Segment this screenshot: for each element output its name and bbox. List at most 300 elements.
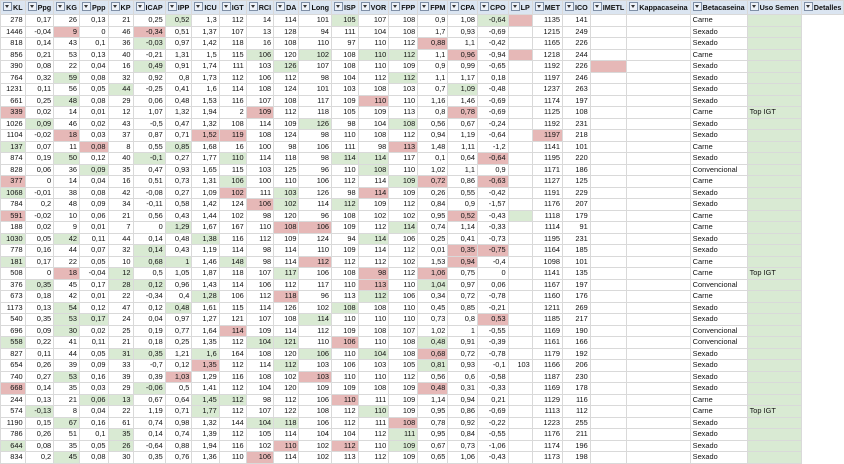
cell-isp[interactable]: 112: [332, 417, 359, 429]
cell-lp[interactable]: [508, 394, 532, 406]
cell-ppg[interactable]: 0,19: [25, 153, 54, 165]
cell-icu[interactable]: 1,09: [192, 187, 219, 199]
cell-ipp[interactable]: 0,74: [165, 429, 192, 441]
column-header-igt[interactable]: [219, 1, 246, 15]
cell-rci[interactable]: 104: [246, 417, 273, 429]
cell-imetl[interactable]: [590, 325, 627, 337]
cell-isp[interactable]: 112: [332, 176, 359, 188]
cell-uso-semen[interactable]: [747, 256, 801, 268]
cell-kl[interactable]: 558: [1, 337, 26, 349]
cell-icu[interactable]: 1,61: [192, 302, 219, 314]
cell-ppp[interactable]: -0,04: [79, 268, 108, 280]
cell-kappacaseina[interactable]: [627, 279, 690, 291]
cell-kappacaseina[interactable]: [627, 118, 690, 130]
cell-kg[interactable]: 11: [54, 141, 80, 153]
cell-kg[interactable]: 8: [54, 406, 80, 418]
cell-lp[interactable]: [508, 371, 532, 383]
cell-betacaseina[interactable]: Sexado: [690, 302, 747, 314]
cell-fpp[interactable]: 117: [389, 153, 418, 165]
cell-cpa[interactable]: 0,86: [448, 406, 478, 418]
cell-cpo[interactable]: 0,18: [478, 72, 509, 84]
cell-rci[interactable]: 98: [246, 210, 273, 222]
cell-isp[interactable]: 110: [332, 348, 359, 360]
cell-ppg[interactable]: 0,15: [25, 417, 54, 429]
cell-cpo[interactable]: -0,22: [478, 417, 509, 429]
cell-betacaseina[interactable]: Carne: [690, 222, 747, 234]
cell-ipp[interactable]: 0,4: [165, 291, 192, 303]
cell-ppg[interactable]: 0,25: [25, 95, 54, 107]
cell-ipp[interactable]: 0,85: [165, 141, 192, 153]
cell-imetl[interactable]: [590, 406, 627, 418]
cell-ppp[interactable]: 0,04: [79, 406, 108, 418]
cell-fpm[interactable]: 0,95: [418, 429, 448, 441]
cell-betacaseina[interactable]: Carne: [690, 210, 747, 222]
cell-ico[interactable]: 116: [562, 394, 590, 406]
cell-icap[interactable]: -0,03: [133, 38, 165, 50]
cell-igt[interactable]: 116: [219, 233, 246, 245]
cell-ico[interactable]: 198: [562, 452, 590, 464]
cell-igt[interactable]: 121: [219, 314, 246, 326]
cell-vor[interactable]: 110: [358, 337, 389, 349]
cell-uso-semen[interactable]: [747, 49, 801, 61]
cell-vor[interactable]: 112: [358, 429, 389, 441]
cell-fpm[interactable]: 0,72: [418, 176, 448, 188]
cell-icap[interactable]: 0,55: [133, 141, 165, 153]
cell-icap[interactable]: 0,04: [133, 314, 165, 326]
cell-igt[interactable]: 115: [219, 164, 246, 176]
cell-ico[interactable]: 244: [562, 49, 590, 61]
cell-fpp[interactable]: 112: [389, 49, 418, 61]
column-header-fpp[interactable]: [389, 1, 418, 15]
cell-uso-semen[interactable]: [747, 61, 801, 73]
cell-icap[interactable]: 0,25: [133, 15, 165, 27]
cell-fpp[interactable]: 106: [389, 291, 418, 303]
cell-imetl[interactable]: [590, 360, 627, 372]
cell-cpa[interactable]: 0,6: [448, 371, 478, 383]
cell-ppg[interactable]: 0,17: [25, 256, 54, 268]
cell-imetl[interactable]: [590, 302, 627, 314]
cell-kl[interactable]: 654: [1, 360, 26, 372]
cell-kl[interactable]: 818: [1, 38, 26, 50]
cell-kappacaseina[interactable]: [627, 314, 690, 326]
cell-ppg[interactable]: 0,14: [25, 38, 54, 50]
cell-long[interactable]: 96: [299, 164, 332, 176]
cell-rci[interactable]: 103: [246, 61, 273, 73]
cell-kappacaseina[interactable]: [627, 394, 690, 406]
cell-isp[interactable]: 108: [332, 49, 359, 61]
cell-fpp[interactable]: 108: [389, 417, 418, 429]
cell-vor[interactable]: 108: [358, 130, 389, 142]
cell-ppg[interactable]: -0,01: [25, 187, 54, 199]
cell-fpp[interactable]: 110: [389, 164, 418, 176]
cell-met[interactable]: 1187: [532, 371, 562, 383]
cell-ppp[interactable]: 0,05: [79, 348, 108, 360]
cell-met[interactable]: 1160: [532, 291, 562, 303]
cell-fpm[interactable]: 0,7: [418, 84, 448, 96]
cell-met[interactable]: 1197: [532, 130, 562, 142]
cell-ico[interactable]: 231: [562, 118, 590, 130]
cell-rci[interactable]: 112: [246, 291, 273, 303]
cell-ppp[interactable]: 0,08: [79, 95, 108, 107]
cell-uso-semen[interactable]: [747, 15, 801, 27]
cell-cpo[interactable]: -0,55: [478, 429, 509, 441]
cell-long[interactable]: 96: [299, 291, 332, 303]
cell-kp[interactable]: 22: [108, 291, 133, 303]
cell-icu[interactable]: 1,42: [192, 199, 219, 211]
cell-uso-semen[interactable]: [747, 141, 801, 153]
cell-isp[interactable]: 109: [332, 222, 359, 234]
cell-kp[interactable]: 25: [108, 325, 133, 337]
cell-betacaseina[interactable]: Sexado: [690, 84, 747, 96]
cell-vor[interactable]: 104: [358, 348, 389, 360]
cell-vor[interactable]: 108: [358, 84, 389, 96]
cell-kl[interactable]: 1104: [1, 130, 26, 142]
cell-kappacaseina[interactable]: [627, 429, 690, 441]
cell-long[interactable]: 102: [299, 452, 332, 464]
cell-cpo[interactable]: -0,43: [478, 210, 509, 222]
cell-imetl[interactable]: [590, 222, 627, 234]
cell-kg[interactable]: 42: [54, 291, 80, 303]
filter-dropdown-icon[interactable]: [391, 2, 400, 11]
cell-icu[interactable]: 1,73: [192, 72, 219, 84]
cell-fpm[interactable]: 1,48: [418, 141, 448, 153]
cell-icu[interactable]: 1,77: [192, 153, 219, 165]
cell-ppg[interactable]: 0,08: [25, 61, 54, 73]
cell-igt[interactable]: 119: [219, 130, 246, 142]
cell-lp[interactable]: [508, 130, 532, 142]
cell-kappacaseina[interactable]: [627, 141, 690, 153]
cell-fpp[interactable]: 108: [389, 26, 418, 38]
cell-lp[interactable]: [508, 233, 532, 245]
cell-fpp[interactable]: 108: [389, 337, 418, 349]
cell-icap[interactable]: 1,19: [133, 406, 165, 418]
column-header-detalles[interactable]: [801, 1, 844, 15]
cell-igt[interactable]: 116: [219, 371, 246, 383]
cell-rci[interactable]: 106: [246, 279, 273, 291]
cell-isp[interactable]: 106: [332, 337, 359, 349]
filter-dropdown-icon[interactable]: [136, 2, 145, 11]
cell-long[interactable]: 118: [299, 107, 332, 119]
cell-icap[interactable]: 0,35: [133, 348, 165, 360]
cell-isp[interactable]: 113: [332, 452, 359, 464]
filter-dropdown-icon[interactable]: [249, 2, 258, 11]
cell-vor[interactable]: 107: [358, 15, 389, 27]
cell-kl[interactable]: 784: [1, 199, 26, 211]
cell-kappacaseina[interactable]: [627, 440, 690, 452]
cell-long[interactable]: 106: [299, 268, 332, 280]
cell-met[interactable]: 1169: [532, 325, 562, 337]
cell-da[interactable]: 124: [274, 130, 299, 142]
cell-rci[interactable]: 14: [246, 15, 273, 27]
cell-icu[interactable]: 1,6: [192, 348, 219, 360]
cell-icap[interactable]: -0,1: [133, 153, 165, 165]
cell-lp[interactable]: [508, 26, 532, 38]
cell-isp[interactable]: 110: [332, 164, 359, 176]
cell-ipp[interactable]: 0,48: [165, 95, 192, 107]
cell-met[interactable]: 1114: [532, 222, 562, 234]
cell-cpa[interactable]: 0,75: [448, 268, 478, 280]
cell-cpa[interactable]: 1,08: [448, 15, 478, 27]
cell-ppg[interactable]: -0,02: [25, 210, 54, 222]
cell-kg[interactable]: 36: [54, 164, 80, 176]
cell-isp[interactable]: 110: [332, 279, 359, 291]
cell-da[interactable]: 120: [274, 348, 299, 360]
cell-betacaseina[interactable]: Sexado: [690, 383, 747, 395]
cell-ico[interactable]: 125: [562, 176, 590, 188]
cell-icu[interactable]: 1,3: [192, 15, 219, 27]
cell-cpa[interactable]: 0,85: [448, 302, 478, 314]
filter-dropdown-icon[interactable]: [334, 2, 343, 11]
cell-kl[interactable]: 339: [1, 107, 26, 119]
cell-icu[interactable]: 1,77: [192, 406, 219, 418]
cell-met[interactable]: 1215: [532, 26, 562, 38]
cell-vor[interactable]: 104: [358, 26, 389, 38]
cell-kappacaseina[interactable]: [627, 337, 690, 349]
cell-vor[interactable]: 110: [358, 61, 389, 73]
cell-uso-semen[interactable]: Top IGT: [747, 107, 801, 119]
cell-uso-semen[interactable]: [747, 325, 801, 337]
cell-cpa[interactable]: 0,91: [448, 337, 478, 349]
cell-ico[interactable]: 229: [562, 187, 590, 199]
cell-icu[interactable]: 1,43: [192, 279, 219, 291]
cell-rci[interactable]: 16: [246, 38, 273, 50]
cell-imetl[interactable]: [590, 84, 627, 96]
cell-fpp[interactable]: 109: [389, 61, 418, 73]
cell-met[interactable]: 1192: [532, 118, 562, 130]
cell-cpo[interactable]: -0,63: [478, 176, 509, 188]
cell-vor[interactable]: 108: [358, 164, 389, 176]
cell-kg[interactable]: 30: [54, 325, 80, 337]
cell-vor[interactable]: 114: [358, 153, 389, 165]
cell-betacaseina[interactable]: Carne: [690, 394, 747, 406]
cell-fpp[interactable]: 112: [389, 245, 418, 257]
cell-icap[interactable]: 0,92: [133, 72, 165, 84]
cell-ppp[interactable]: 0,03: [79, 383, 108, 395]
cell-kl[interactable]: 376: [1, 279, 26, 291]
cell-ppp[interactable]: 0,01: [79, 291, 108, 303]
cell-ipp[interactable]: 0,8: [165, 72, 192, 84]
cell-kp[interactable]: 24: [108, 314, 133, 326]
cell-ipp[interactable]: 0,97: [165, 314, 192, 326]
cell-imetl[interactable]: [590, 440, 627, 452]
cell-rci[interactable]: 106: [246, 452, 273, 464]
cell-kl[interactable]: 1190: [1, 417, 26, 429]
cell-cpa[interactable]: 0,93: [448, 360, 478, 372]
cell-vor[interactable]: 110: [358, 38, 389, 50]
cell-lp[interactable]: [508, 95, 532, 107]
cell-kappacaseina[interactable]: [627, 452, 690, 464]
cell-icap[interactable]: 0,51: [133, 176, 165, 188]
cell-rci[interactable]: 114: [246, 302, 273, 314]
cell-ipp[interactable]: 0,71: [165, 406, 192, 418]
cell-lp[interactable]: [508, 256, 532, 268]
cell-igt[interactable]: 118: [219, 38, 246, 50]
cell-da[interactable]: 114: [274, 429, 299, 441]
filter-dropdown-icon[interactable]: [3, 2, 12, 11]
cell-da[interactable]: 108: [274, 38, 299, 50]
column-header-kp[interactable]: [108, 1, 133, 15]
cell-ico[interactable]: 178: [562, 383, 590, 395]
cell-ppg[interactable]: 0,2: [25, 452, 54, 464]
cell-rci[interactable]: 107: [246, 268, 273, 280]
filter-dropdown-icon[interactable]: [629, 2, 638, 11]
cell-da[interactable]: 126: [274, 302, 299, 314]
filter-dropdown-icon[interactable]: [480, 2, 489, 11]
cell-kl[interactable]: 661: [1, 95, 26, 107]
cell-ppg[interactable]: 0,02: [25, 222, 54, 234]
cell-kg[interactable]: 67: [54, 417, 80, 429]
cell-ipp[interactable]: 0,64: [165, 394, 192, 406]
cell-ppg[interactable]: 0,35: [25, 279, 54, 291]
cell-kp[interactable]: 32: [108, 72, 133, 84]
cell-cpo[interactable]: -0,24: [478, 118, 509, 130]
cell-ppp[interactable]: 0,08: [79, 452, 108, 464]
cell-uso-semen[interactable]: [747, 337, 801, 349]
cell-kg[interactable]: 14: [54, 107, 80, 119]
cell-ipp[interactable]: 0,12: [165, 360, 192, 372]
cell-igt[interactable]: 112: [219, 15, 246, 27]
cell-da[interactable]: 128: [274, 26, 299, 38]
cell-betacaseina[interactable]: Sexado: [690, 187, 747, 199]
cell-met[interactable]: 1223: [532, 417, 562, 429]
cell-fpm[interactable]: 0,94: [418, 130, 448, 142]
cell-icu[interactable]: 1,42: [192, 38, 219, 50]
cell-imetl[interactable]: [590, 72, 627, 84]
cell-long[interactable]: 108: [299, 406, 332, 418]
cell-kl[interactable]: 834: [1, 452, 26, 464]
filter-dropdown-icon[interactable]: [301, 2, 310, 11]
cell-icu[interactable]: 1,6: [192, 84, 219, 96]
cell-da[interactable]: 120: [274, 49, 299, 61]
cell-long[interactable]: 106: [299, 394, 332, 406]
cell-kappacaseina[interactable]: [627, 268, 690, 280]
cell-da[interactable]: 122: [274, 406, 299, 418]
cell-ppg[interactable]: -0,13: [25, 406, 54, 418]
cell-isp[interactable]: 114: [332, 153, 359, 165]
cell-icap[interactable]: 0,14: [133, 429, 165, 441]
column-header-icu[interactable]: [192, 1, 219, 15]
cell-ppg[interactable]: 0,26: [25, 360, 54, 372]
cell-long[interactable]: 94: [299, 26, 332, 38]
cell-kl[interactable]: 188: [1, 222, 26, 234]
column-header-da[interactable]: [274, 1, 299, 15]
column-header-lp[interactable]: [508, 1, 532, 15]
cell-imetl[interactable]: [590, 164, 627, 176]
cell-cpo[interactable]: -0,64: [478, 15, 509, 27]
cell-uso-semen[interactable]: [747, 371, 801, 383]
cell-long[interactable]: 112: [299, 325, 332, 337]
cell-da[interactable]: 114: [274, 245, 299, 257]
cell-cpa[interactable]: 1,06: [448, 452, 478, 464]
cell-imetl[interactable]: [590, 49, 627, 61]
cell-ppp[interactable]: 0,04: [79, 61, 108, 73]
cell-ipp[interactable]: 0,43: [165, 245, 192, 257]
cell-icap[interactable]: -0,64: [133, 440, 165, 452]
cell-ico[interactable]: 206: [562, 360, 590, 372]
cell-kp[interactable]: 30: [108, 452, 133, 464]
cell-vor[interactable]: 112: [358, 256, 389, 268]
cell-igt[interactable]: 111: [219, 61, 246, 73]
cell-vor[interactable]: 102: [358, 210, 389, 222]
cell-met[interactable]: 1237: [532, 84, 562, 96]
cell-uso-semen[interactable]: [747, 72, 801, 84]
cell-cpa[interactable]: 0,93: [448, 26, 478, 38]
cell-uso-semen[interactable]: [747, 440, 801, 452]
cell-uso-semen[interactable]: [747, 417, 801, 429]
cell-ppg[interactable]: 0,08: [25, 440, 54, 452]
cell-uso-semen[interactable]: [747, 38, 801, 50]
cell-kl[interactable]: 278: [1, 15, 26, 27]
cell-met[interactable]: 1165: [532, 38, 562, 50]
cell-da[interactable]: 120: [274, 210, 299, 222]
cell-kp[interactable]: 29: [108, 383, 133, 395]
cell-uso-semen[interactable]: [747, 429, 801, 441]
cell-uso-semen[interactable]: [747, 210, 801, 222]
cell-cpo[interactable]: -0,42: [478, 187, 509, 199]
cell-betacaseina[interactable]: Sexado: [690, 72, 747, 84]
cell-vor[interactable]: 110: [358, 49, 389, 61]
cell-ppp[interactable]: 0,08: [79, 187, 108, 199]
cell-ppg[interactable]: 0,22: [25, 337, 54, 349]
cell-kp[interactable]: 13: [108, 394, 133, 406]
cell-fpp[interactable]: 107: [389, 325, 418, 337]
cell-igt[interactable]: 115: [219, 302, 246, 314]
cell-uso-semen[interactable]: [747, 348, 801, 360]
cell-ppp[interactable]: 0,09: [79, 164, 108, 176]
cell-ppg[interactable]: -0,04: [25, 26, 54, 38]
cell-kl[interactable]: 244: [1, 394, 26, 406]
cell-cpa[interactable]: 0,52: [448, 210, 478, 222]
cell-isp[interactable]: 112: [332, 256, 359, 268]
cell-ppp[interactable]: 0,11: [79, 233, 108, 245]
cell-igt[interactable]: 115: [219, 49, 246, 61]
cell-da[interactable]: 121: [274, 337, 299, 349]
cell-da[interactable]: 112: [274, 279, 299, 291]
cell-kappacaseina[interactable]: [627, 107, 690, 119]
cell-kg[interactable]: 56: [54, 84, 80, 96]
cell-long[interactable]: 112: [299, 256, 332, 268]
cell-long[interactable]: 103: [299, 360, 332, 372]
cell-ppg[interactable]: 0,35: [25, 314, 54, 326]
cell-ppp[interactable]: 0,09: [79, 360, 108, 372]
cell-cpo[interactable]: -0,1: [478, 360, 509, 372]
cell-kl[interactable]: 1446: [1, 26, 26, 38]
cell-imetl[interactable]: [590, 268, 627, 280]
cell-rci[interactable]: 108: [246, 371, 273, 383]
cell-rci[interactable]: 13: [246, 26, 273, 38]
cell-kp[interactable]: 8: [108, 141, 133, 153]
cell-fpm[interactable]: 1,1: [418, 49, 448, 61]
cell-imetl[interactable]: [590, 61, 627, 73]
cell-long[interactable]: 102: [299, 302, 332, 314]
cell-imetl[interactable]: [590, 394, 627, 406]
cell-icu[interactable]: 1,36: [192, 452, 219, 464]
cell-icap[interactable]: 0,19: [133, 325, 165, 337]
cell-kg[interactable]: 43: [54, 38, 80, 50]
cell-long[interactable]: 104: [299, 429, 332, 441]
cell-da[interactable]: 108: [274, 314, 299, 326]
cell-isp[interactable]: 98: [332, 187, 359, 199]
cell-betacaseina[interactable]: Carne: [690, 15, 747, 27]
cell-icap[interactable]: 0,12: [133, 302, 165, 314]
cell-ico[interactable]: 101: [562, 256, 590, 268]
cell-fpm[interactable]: 0,78: [418, 417, 448, 429]
filter-dropdown-icon[interactable]: [693, 2, 702, 11]
cell-vor[interactable]: 112: [358, 452, 389, 464]
cell-kl[interactable]: 874: [1, 153, 26, 165]
cell-ipp[interactable]: 1,29: [165, 222, 192, 234]
cell-ppg[interactable]: 0,14: [25, 383, 54, 395]
